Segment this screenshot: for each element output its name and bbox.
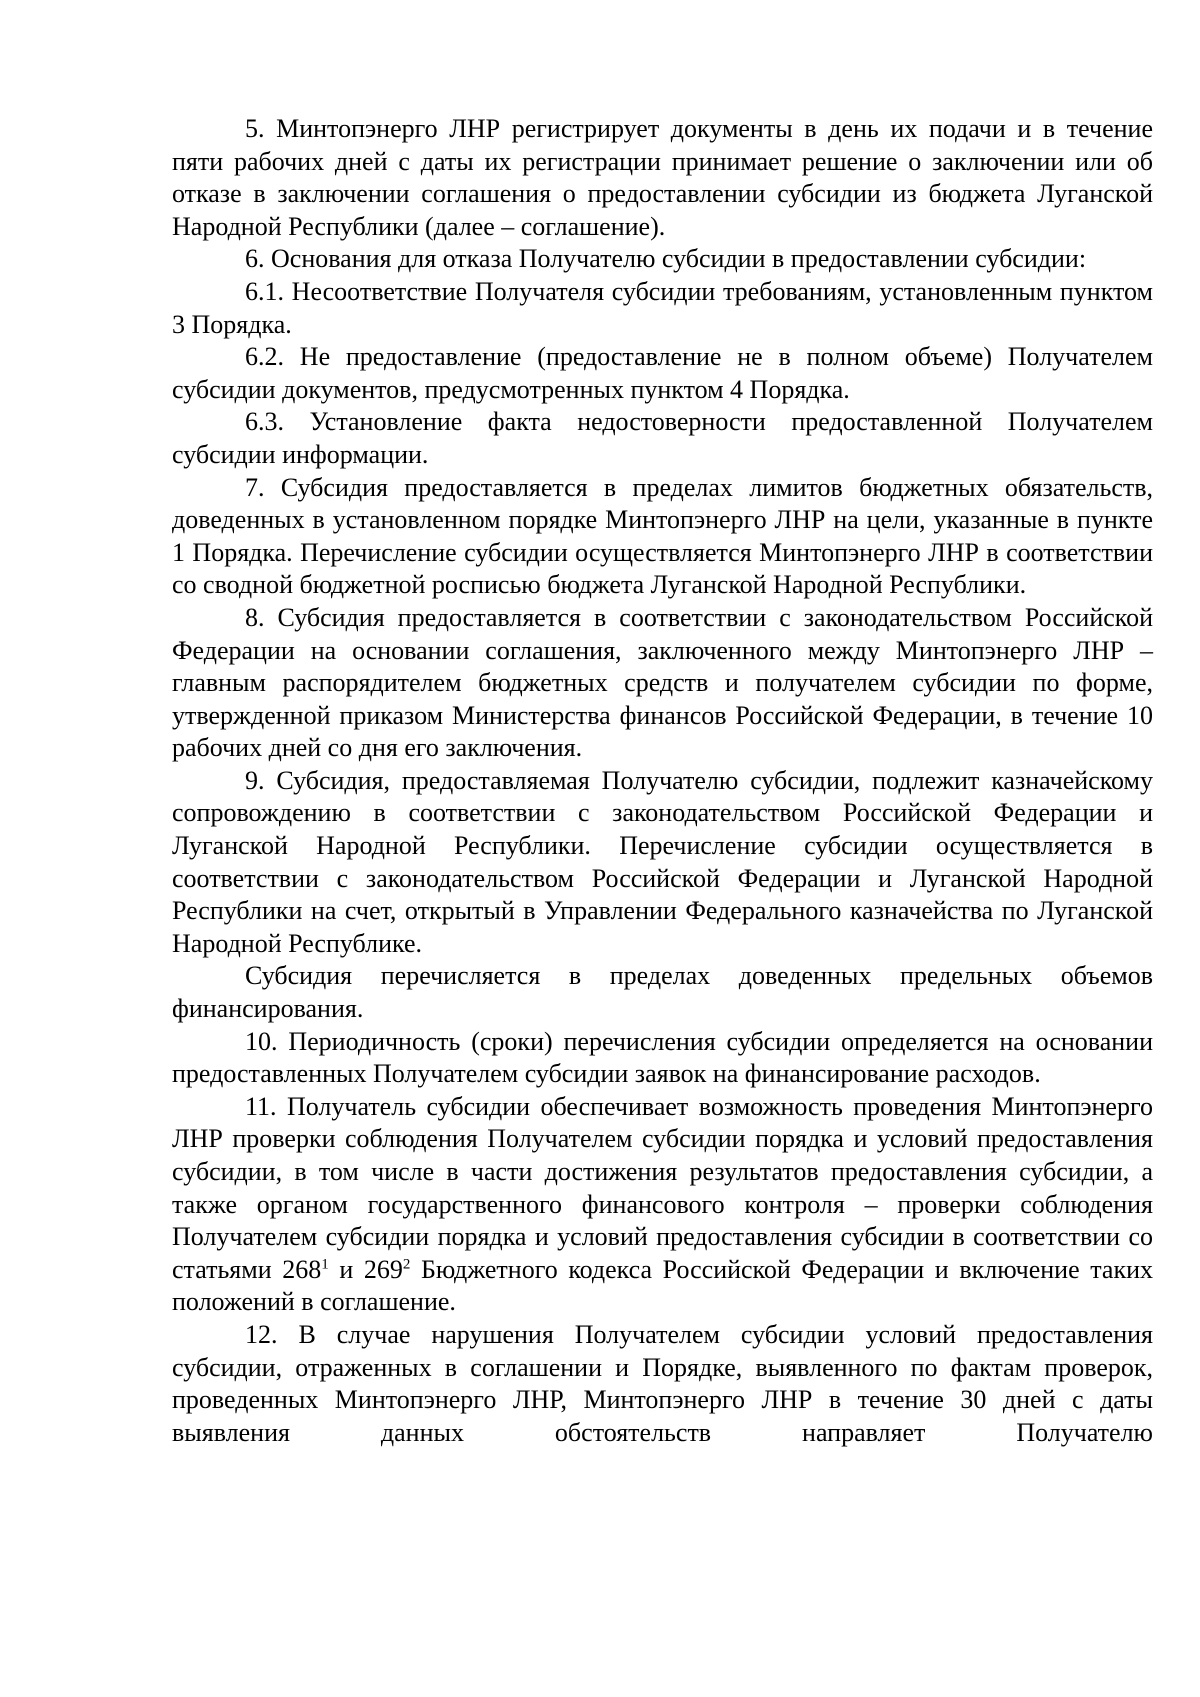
paragraph-8: 8. Субсидия предоставляется в соответствии с законодательством Российской Федерации на основании соглашения, заключенного между Минтопэнерго ЛНР – главным распорядителем бюджетных средств и получателем субсидии по форме, утвержденной приказом Министерства финансов Российской Федерации, в течение 10 рабочих дней со дня его заключения. xyxy=(172,602,1153,763)
paragraph-6: 6. Основания для отказа Получателю субсидии в предоставлении субсидии: xyxy=(245,244,1087,274)
paragraph-10: 10. Периодичность (сроки) перечисления субсидии определяется на основании предоставленных Получателем субсидии заявок на финансирование расходов. xyxy=(172,1026,1153,1089)
paragraph-11 xyxy=(172,1091,1153,1319)
superscript-article-268: 1 xyxy=(321,1256,329,1273)
superscript-article-269: 2 xyxy=(402,1256,411,1273)
paragraph-6-3: 6.3. Установление факта недостоверности предоставленной Получателем субсидии информации. xyxy=(172,407,1153,469)
paragraph-11-text-end: Бюджетного кодекса Российской Федерации и включение таких положений в соглашение. xyxy=(172,1254,1153,1317)
paragraph-9-transfer: Субсидия перечисляется в пределах доведенных предельных объемов финансирования. xyxy=(172,961,1153,1024)
paragraph-9: 9. Субсидия, предоставляемая Получателю субсидии, подлежит казначейскому сопровождению в соответствии с законодательством Российской Федерации и Луганской Народной Республики. Перечисление субсидии осуществляется в соответствии с законодательством Российской Федерации и Луганской Народной Республики на счет, открытый в Управлении Федерального казначейства по Луганской Народной Республике. xyxy=(172,765,1153,958)
paragraph-12: 12. В случае нарушения Получателем субсидии условий предоставления субсидии, отраженных в соглашении и Порядке, выявленного по фактам проверок, проведенных Минтопэнерго ЛНР, Минтопэнерго ЛНР в течение 30 дней с даты выявления данных обстоятельств направляет Получателю xyxy=(172,1319,1153,1447)
paragraph-6-1: 6.1. Несоответствие Получателя субсидии требованиям, установленным пунктом 3 Порядка. xyxy=(172,276,1153,339)
paragraph-11-text-middle: и 269 xyxy=(328,1254,403,1284)
paragraph-5: 5. Минтопэнерго ЛНР регистрирует документы в день их подачи и в течение пяти рабочих дней с даты их регистрации принимает решение о заключении или об отказе в заключении соглашения о предоставлении субсидии из бюджета Луганской Народной Республики (далее – соглашение). xyxy=(172,114,1153,241)
paragraph-7: 7. Субсидия предоставляется в пределах лимитов бюджетных обязательств, доведенных в установленном порядке Минтопэнерго ЛНР на цели, указанные в пункте 1 Порядка. Перечисление субсидии осуществляется Минтопэнерго ЛНР в соответствии со сводной бюджетной росписью бюджета Луганской Народной Республики. xyxy=(172,472,1153,600)
paragraph-11-text-start: 11. Получатель субсидии обеспечивает возможность проведения Минтопэнерго ЛНР проверки соблюдения Получателем субсидии порядка и условий предоставления субсидии, в том числе в части достижения результатов предоставления субсидии, а также органом государственного финансового контроля – проверки соблюдения Получателем субсидии порядка и условий предоставления субсидии в соответствии со статьями 268 xyxy=(172,1091,1153,1284)
document-body xyxy=(172,113,1153,1449)
paragraph-6-2: 6.2. Не предоставление (предоставление не в полном объеме) Получателем субсидии документов, предусмотренных пунктом 4 Порядка. xyxy=(172,342,1153,404)
